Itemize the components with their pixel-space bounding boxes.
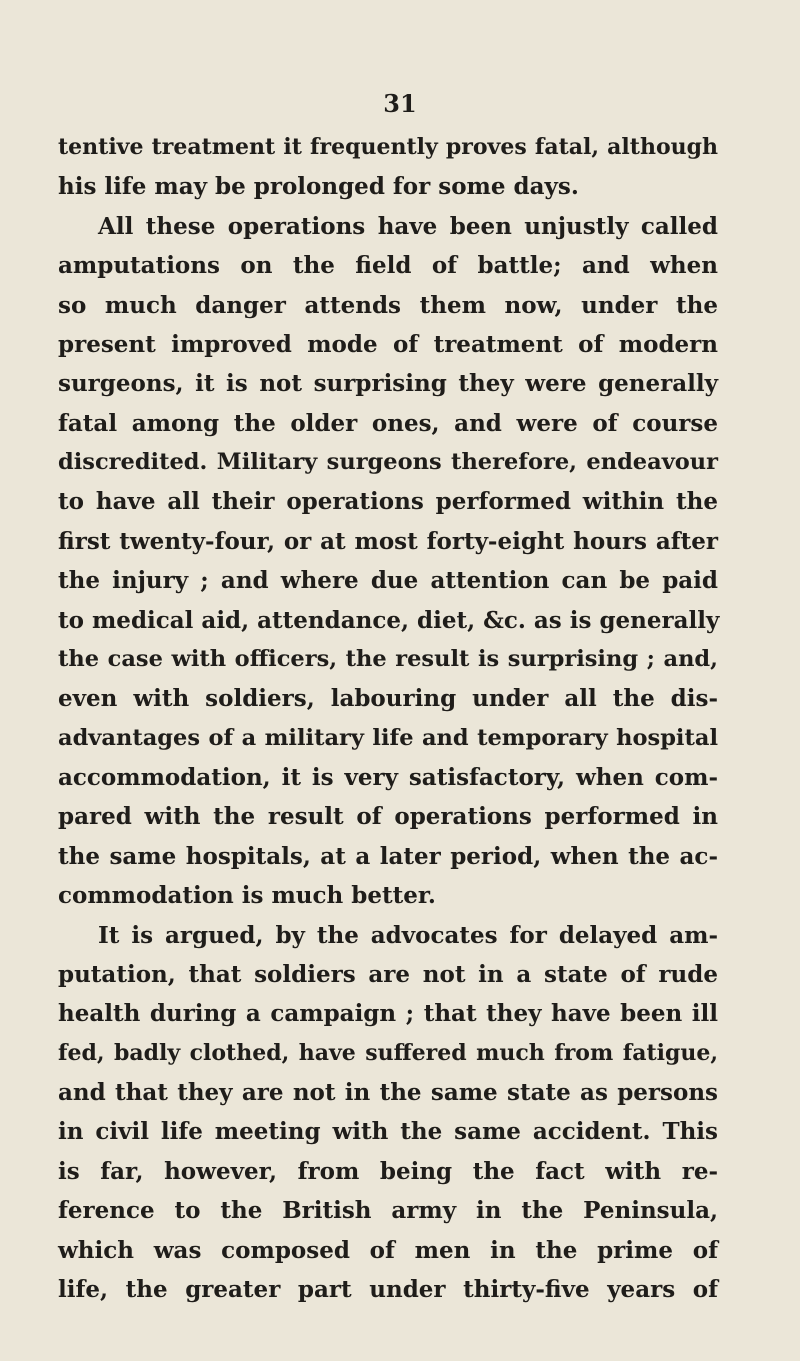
text-line: first twenty-four, or at most forty-eight hours after [58,527,718,555]
text-line: fatal among the older ones, and were of course [58,409,718,437]
text-line: is far, however, from being the fact with re- [58,1157,718,1185]
text-line: surgeons, it is not surprising they were generally [58,370,718,398]
text-line: even with soldiers, labouring under all the dis- [58,685,718,713]
body-text [58,128,718,1309]
text-line: his life may be prolonged for some days. [58,173,579,201]
text-line: ference to the British army in the Peninsula, [58,1197,718,1225]
text-line: to have all their operations performed within the [58,488,718,516]
text-line: tentive treatment it frequently proves fatal, although [58,134,718,160]
text-line: health during a campaign ; that they have been ill [58,1000,718,1028]
text-line: It is argued, by the advocates for delayed am- [98,921,718,949]
text-line: and that they are not in the same state as persons [58,1079,718,1106]
text-line: life, the greater part under thirty-five years of [58,1275,718,1303]
text-line: All these operations have been unjustly called [98,212,718,240]
text-line: present improved mode of treatment of modern [58,330,718,358]
text-line: the case with officers, the result is surprising ; and, [58,645,718,672]
text-line: discredited. Military surgeons therefore, endeavour [58,449,718,475]
text-line: putation, that soldiers are not in a state of rude [58,960,718,988]
text-line: the same hospitals, at a later period, when the ac- [58,842,718,870]
text-line: which was composed of men in the prime of [58,1236,718,1264]
text-line: so much danger attends them now, under the [58,291,718,319]
text-line: pared with the result of operations performed in [58,803,718,831]
text-line: amputations on the field of battle; and when [58,252,718,280]
text-line: to medical aid, attendance, diet, &c. as is generally [58,606,720,634]
text-line: fed, badly clothed, have suffered much from fatigue, [58,1039,718,1066]
text-line: the injury ; and where due attention can be paid [58,567,718,595]
text-line: accommodation, it is very satisfactory, when com- [58,764,718,791]
text-line: advantages of a military life and temporary hospital [58,724,718,751]
page-number: 31 [383,89,417,118]
text-line: in civil life meeting with the same accident. This [58,1118,718,1146]
text-line: commodation is much better. [58,882,436,910]
